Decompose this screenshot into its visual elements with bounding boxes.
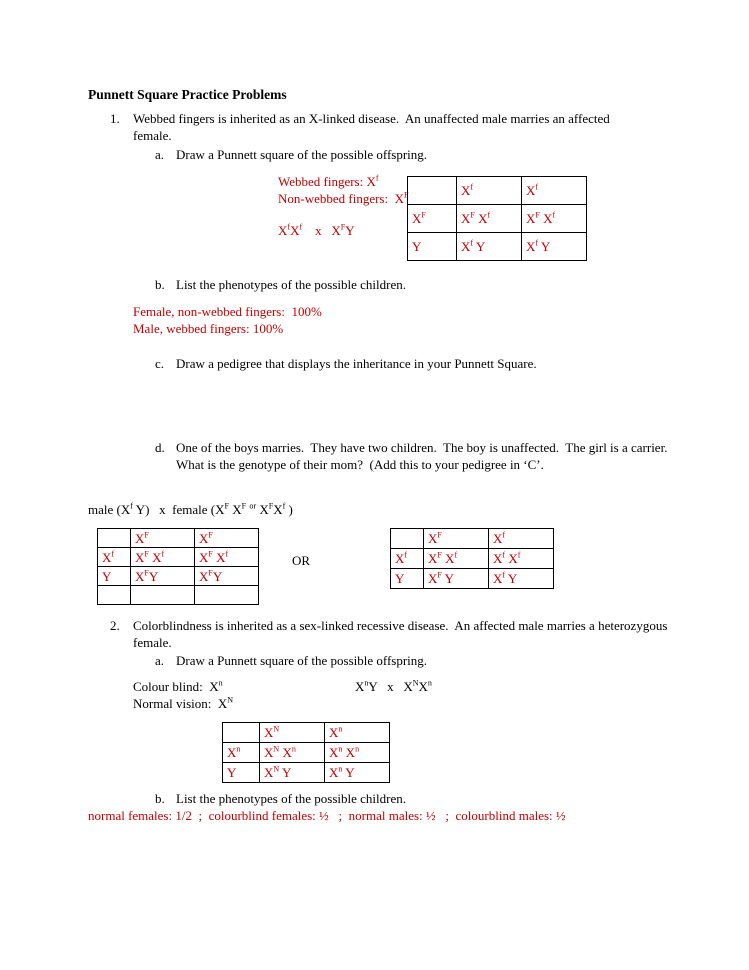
punnett-cell: $X^n$ bbox=[223, 743, 260, 763]
question-1b-text: List the phenotypes of the possible children. bbox=[176, 277, 406, 292]
q1b-answer-line2: Male, webbed fingers: 100% bbox=[133, 321, 284, 336]
punnett-cell: $X^N$ bbox=[260, 723, 325, 743]
question-1-text: Webbed fingers is inherited as an X-linked disease. An unaffected male marries an affected female. bbox=[133, 111, 614, 143]
punnett-cell: $X^F$ $X^f$ bbox=[131, 548, 195, 567]
question-2 bbox=[110, 617, 700, 651]
question-1-number: 1. bbox=[110, 111, 120, 126]
punnett-square-q2a bbox=[222, 722, 390, 783]
punnett-cell bbox=[98, 529, 131, 548]
punnett-cell: $X^F$ bbox=[424, 529, 489, 549]
punnett-cell: $X^f$ bbox=[522, 177, 587, 205]
q1-cross: $X^fX^f$ x $X^FY$ bbox=[278, 222, 355, 238]
punnett-cell: $X^N$ $X^n$ bbox=[260, 743, 325, 763]
punnett-row bbox=[391, 529, 554, 549]
punnett-cell: Y bbox=[98, 567, 131, 586]
question-2-text: Colorblindness is inherited as a sex-linked recessive disease. An affected male marries a heterozygous female. bbox=[133, 618, 671, 650]
punnett-square-q1d-left bbox=[97, 528, 259, 605]
punnett-cell: $X^F$ $X^f$ bbox=[522, 205, 587, 233]
punnett-row bbox=[98, 548, 259, 567]
punnett-cell: $X^f$ Y bbox=[457, 233, 522, 261]
punnett-row bbox=[408, 233, 587, 261]
question-1a-text: Draw a Punnett square of the possible offspring. bbox=[176, 147, 428, 162]
punnett-cell: $X^F$ Y bbox=[424, 569, 489, 589]
punnett-row bbox=[98, 529, 259, 548]
q2-cross: $X^nY$ x $X^NX^n$ bbox=[355, 678, 432, 694]
punnett-cell: $X^F$ bbox=[195, 529, 259, 548]
punnett-cell bbox=[195, 586, 259, 605]
q1d-cross: male ($X^f$ Y) x female ($X^F$ $X^F$ $^{or}$ $X^FX^f$ ) bbox=[88, 501, 293, 517]
punnett-cell: $X^F$ bbox=[408, 205, 457, 233]
punnett-cell: $X^F$ $X^f$ bbox=[457, 205, 522, 233]
punnett-cell: Y bbox=[391, 569, 424, 589]
question-1c-text: Draw a pedigree that displays the inheritance in your Punnett Square. bbox=[176, 356, 537, 371]
question-1 bbox=[110, 110, 645, 144]
q1b-answer-line1: Female, non-webbed fingers: 100% bbox=[133, 304, 322, 319]
question-1a bbox=[155, 146, 427, 163]
q2-key-line2: Normal vision: $X^N$ bbox=[133, 695, 234, 711]
punnett-cell: $X^n$ $X^n$ bbox=[325, 743, 390, 763]
question-1d-text: One of the boys marries. They have two children. The boy is unaffected. The girl is a carrier. What is the genotype of their mom? (Add this to your pedigree in ‘C’. bbox=[176, 440, 674, 472]
q2-genotype-key bbox=[133, 678, 233, 712]
punnett-cell: $X^FY$ bbox=[131, 567, 195, 586]
punnett-cell: $X^F$ $X^f$ bbox=[424, 549, 489, 569]
question-2a-label: a. bbox=[155, 653, 165, 668]
question-1c-label: c. bbox=[155, 356, 165, 371]
question-1c bbox=[155, 355, 537, 372]
punnett-row bbox=[391, 549, 554, 569]
question-2b-label: b. bbox=[155, 791, 165, 806]
question-1d bbox=[155, 439, 680, 473]
q2b-answer: normal females: 1/2 ; colourblind females: ½ ; normal males: ½ ; colourblind males: ½ bbox=[88, 808, 566, 823]
punnett-cell: Y bbox=[408, 233, 457, 261]
punnett-cell: $X^N$ Y bbox=[260, 763, 325, 783]
punnett-cell bbox=[391, 529, 424, 549]
question-1b bbox=[155, 276, 406, 293]
punnett-row bbox=[408, 205, 587, 233]
punnett-square-q1a bbox=[407, 176, 587, 261]
q1b-answer bbox=[133, 303, 322, 337]
punnett-cell: $X^f$ Y bbox=[489, 569, 554, 589]
punnett-cell: $X^f$ bbox=[457, 177, 522, 205]
question-2a bbox=[155, 652, 427, 669]
or-separator: OR bbox=[292, 553, 311, 568]
punnett-row bbox=[98, 586, 259, 605]
punnett-cell: $X^F$ bbox=[131, 529, 195, 548]
q1-key-line1: Webbed fingers: $X^f$ bbox=[278, 173, 379, 189]
punnett-row bbox=[391, 569, 554, 589]
punnett-cell bbox=[98, 586, 131, 605]
punnett-square-q1d-right bbox=[390, 528, 554, 589]
punnett-cell: $X^n$ bbox=[325, 723, 390, 743]
question-2a-text: Draw a Punnett square of the possible offspring. bbox=[176, 653, 428, 668]
punnett-row bbox=[223, 763, 390, 783]
punnett-cell: $X^f$ bbox=[489, 529, 554, 549]
punnett-cell: $X^f$ bbox=[98, 548, 131, 567]
page-title: Punnett Square Practice Problems bbox=[88, 87, 287, 102]
punnett-row bbox=[408, 177, 587, 205]
punnett-cell: $X^f$ bbox=[391, 549, 424, 569]
punnett-cell: $X^FY$ bbox=[195, 567, 259, 586]
q1-genotype-key bbox=[278, 173, 408, 239]
q1-key-line2: Non-webbed fingers: $X^F$ bbox=[278, 190, 409, 206]
punnett-cell: $X^n$ Y bbox=[325, 763, 390, 783]
punnett-row bbox=[98, 567, 259, 586]
punnett-row bbox=[223, 723, 390, 743]
punnett-cell bbox=[131, 586, 195, 605]
punnett-row bbox=[223, 743, 390, 763]
punnett-cell: $X^f$ Y bbox=[522, 233, 587, 261]
punnett-cell: $X^f$ $X^f$ bbox=[489, 549, 554, 569]
punnett-cell bbox=[408, 177, 457, 205]
question-2-number: 2. bbox=[110, 618, 120, 633]
question-2b bbox=[155, 790, 406, 807]
question-2b-text: List the phenotypes of the possible children. bbox=[176, 791, 406, 806]
punnett-cell: $X^F$ $X^f$ bbox=[195, 548, 259, 567]
question-1a-label: a. bbox=[155, 147, 165, 162]
question-1d-label: d. bbox=[155, 440, 165, 455]
question-1b-label: b. bbox=[155, 277, 165, 292]
q2-key-line1: Colour blind: $X^n$ bbox=[133, 678, 223, 694]
punnett-cell: Y bbox=[223, 763, 260, 783]
punnett-cell bbox=[223, 723, 260, 743]
